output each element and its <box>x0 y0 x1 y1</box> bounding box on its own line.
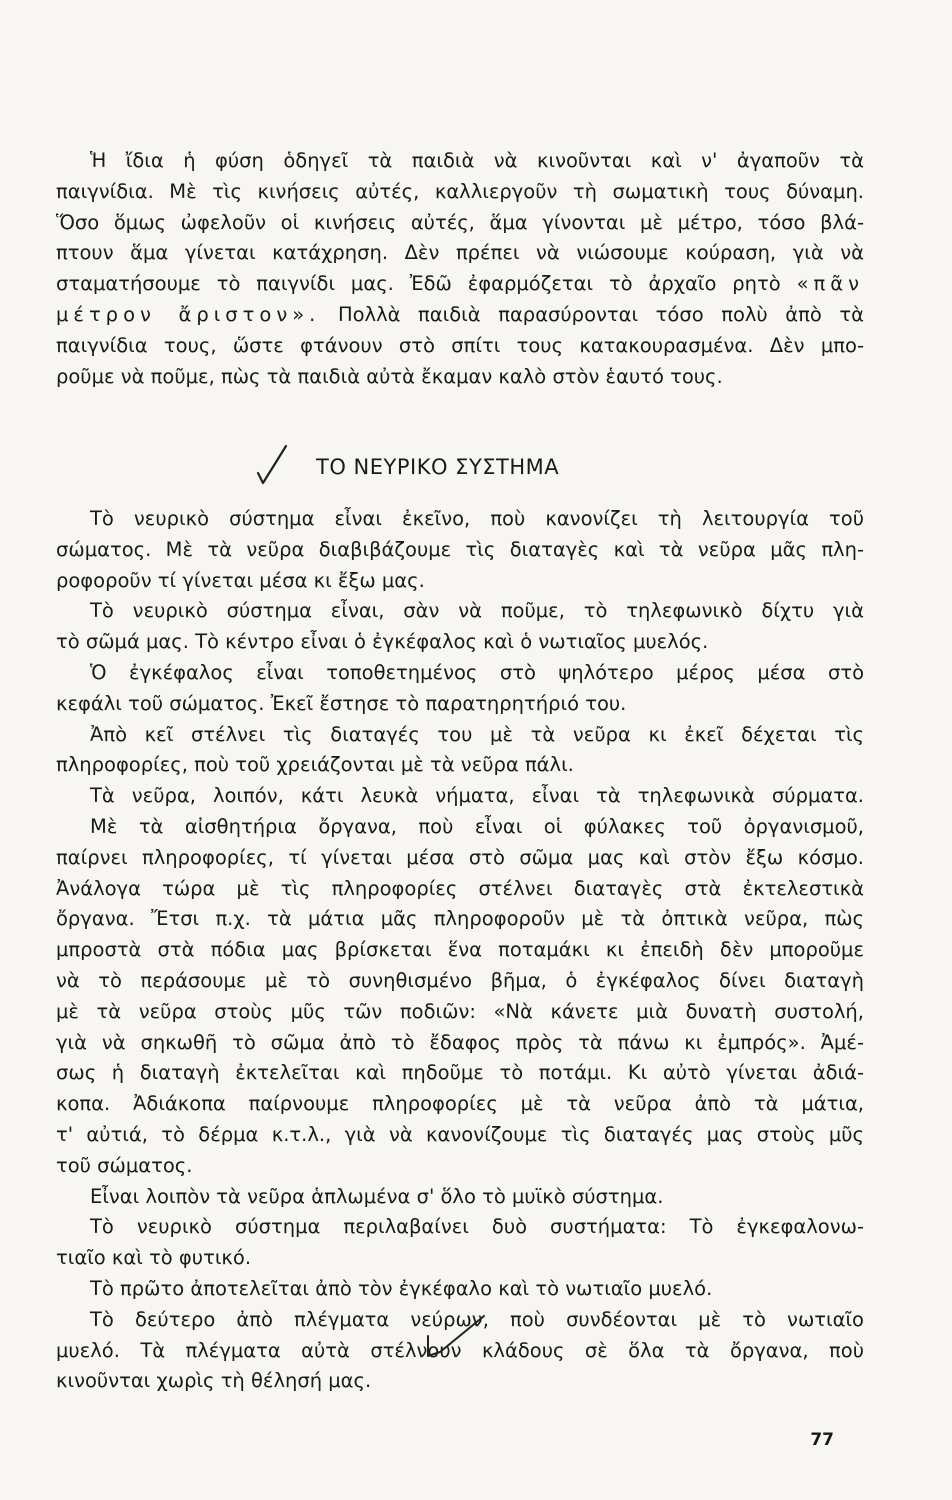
text-line: παίρνει πληροφορίες, τί γίνεται μέσα στὸ σῶμα μας καὶ στὸν ἔξω κόσμο. <box>56 845 864 869</box>
text-line: κοπα. Ἀδιάκοπα παίρνουμε πληροφορίες μὲ τὰ νεῦρα ἀπὸ τὰ μάτια, <box>56 1092 864 1116</box>
body-text <box>56 504 864 1397</box>
spaced-quote: «πᾶν <box>796 272 864 296</box>
text-line: Τὸ πρῶτο ἀποτελεῖται ἀπὸ τὸν ἐγκέφαλο καὶ τὸ νωτιαῖο μυελό. <box>90 1276 713 1300</box>
text-line: μυελό. Τὰ πλέγματα αὐτὰ στέλνουν κλάδους σὲ ὅλα τὰ ὄργανα, ποὺ <box>56 1338 864 1362</box>
text-line: γιὰ νὰ σηκωθῆ τὸ σῶμα ἀπὸ τὸ ἔδαφος πρὸς τὰ πάνω κι ἐμπρός». Ἀμέ- <box>56 1030 864 1054</box>
text-line: μὲ τὰ νεῦρα στοὺς μῦς τῶν ποδιῶν: «Νὰ κάνετε μιὰ δυνατὴ συστολή, <box>56 999 864 1023</box>
text-line: τ' αὐτιά, τὸ δέρμα κ.τ.λ., γιὰ νὰ κανονίζουμε τὶς διαταγές μας στοὺς μῦς <box>56 1122 864 1146</box>
text-line: ὄργανα. Ἔτσι π.χ. τὰ μάτια μᾶς πληροφοροῦν μὲ τὰ ὀπτικὰ νεῦρα, πὼς <box>56 907 864 931</box>
text-line: Ἀνάλογα τώρα μὲ τὶς πληροφορίες στέλνει διαταγὲς στὰ ἐκτελεστικὰ <box>56 876 864 900</box>
text-line: σώματος. Μὲ τὰ νεῦρα διαβιβάζουμε τὶς διαταγὲς καὶ τὰ νεῦρα μᾶς πλη- <box>56 537 864 561</box>
text-line: Τὸ νευρικὸ σύστημα εἶναι, σὰν νὰ ποῦμε, τὸ τηλεφωνικὸ δίχτυ γιὰ <box>90 599 864 623</box>
text-line: Ὅσο ὅμως ὠφελοῦν οἱ κινήσεις αὐτές, ἅμα γίνονται μὲ μέτρο, τόσο βλά- <box>56 210 864 234</box>
spaced-quote: μέτρον ἄριστον». <box>56 302 321 326</box>
text-line: πτουν ἅμα γίνεται κατάχρηση. Δὲν πρέπει νὰ νιώσουμε κούραση, γιὰ νὰ <box>56 241 864 265</box>
check-mark-icon <box>420 1310 492 1368</box>
text-line: κεφάλι τοῦ σώματος. Ἐκεῖ ἔστησε τὸ παρατηρητήριό του. <box>56 691 627 715</box>
text-segment: σταματήσουμε τὸ παιγνίδι μας. Ἐδῶ ἐφαρμόζεται τὸ ἀρχαῖο ρητὸ <box>56 272 797 296</box>
text-line: παιγνίδια. Μὲ τὶς κινήσεις αὐτές, καλλιεργοῦν τὴ σωματικὴ τους δύναμη. <box>56 179 864 203</box>
text-line: Τὰ νεῦρα, λοιπόν, κάτι λευκὰ νήματα, εἶναι τὰ τηλεφωνικὰ σύρματα. <box>90 784 864 808</box>
text-line: σως ἡ διαταγὴ ἐκτελεῖται καὶ πηδοῦμε τὸ ποτάμι. Κι αὐτὸ γίνεται ἀδιά- <box>56 1061 864 1085</box>
text-line: μπροστὰ στὰ πόδια μας βρίσκεται ἕνα ποταμάκι κι ἐπειδὴ δὲν μποροῦμε <box>56 938 864 962</box>
text-line: πληροφορίες, ποὺ τοῦ χρειάζονται μὲ τὰ νεῦρα πάλι. <box>56 753 574 777</box>
text-line: Ἡ ἴδια ἡ φύση ὁδηγεῖ τὰ παιδιὰ νὰ κινοῦνται καὶ ν' ἀγαποῦν τὰ <box>90 149 864 172</box>
text-line: τιαῖο καὶ τὸ φυτικό. <box>56 1246 252 1270</box>
text-line: Τὸ νευρικὸ σύστημα περιλαβαίνει δυὸ συστήματα: Τὸ ἐγκεφαλονω- <box>90 1215 864 1239</box>
text-line: νὰ τὸ περάσουμε μὲ τὸ συνηθισμένο βῆμα, ὁ ἐγκέφαλος δίνει διαταγὴ <box>56 968 864 992</box>
text-line: ροῦμε νὰ ποῦμε, πὼς τὰ παιδιὰ αὐτὰ ἔκαμαν καλὸ στὸν ἑαυτό τους. <box>56 364 723 388</box>
text-line: Εἶναι λοιπὸν τὰ νεῦρα ἁπλωμένα σ' ὅλο τὸ μυϊκὸ σύστημα. <box>90 1184 664 1208</box>
text-line: τοῦ σώματος. <box>56 1153 193 1177</box>
text-line: κινοῦνται χωρὶς τὴ θέλησή μας. <box>56 1369 372 1393</box>
text-line: Μὲ τὰ αἰσθητήρια ὄργανα, ποὺ εἶναι οἱ φύλακες τοῦ ὀργανισμοῦ, <box>90 814 864 838</box>
page-number: 77 <box>810 1430 834 1450</box>
section-heading: ΤΟ ΝΕΥΡΙΚΟ ΣΥΣΤΗΜΑ <box>316 455 560 479</box>
text-line: Ἀπὸ κεῖ στέλνει τὶς διαταγές του μὲ τὰ νεῦρα κι ἐκεῖ δέχεται τὶς <box>90 722 864 746</box>
text-line: τὸ σῶμά μας. Τὸ κέντρο εἶναι ὁ ἐγκέφαλος καὶ ὁ νωτιαῖος μυελός. <box>56 630 709 654</box>
text-line <box>56 300 864 331</box>
text-line <box>56 269 864 300</box>
text-line: Τὸ νευρικὸ σύστημα εἶναι ἐκεῖνο, ποὺ κανονίζει τὴ λειτουργία τοῦ <box>90 507 864 530</box>
text-line: ροφοροῦν τί γίνεται μέσα κι ἔξω μας. <box>56 568 425 592</box>
text-segment: Πολλὰ παιδιὰ παρασύρονται τόσο πολὺ ἀπὸ τὰ <box>320 302 864 326</box>
text-line: Ὁ ἐγκέφαλος εἶναι τοποθετημένος στὸ ψηλότερο μέρος μέσα στὸ <box>90 660 864 684</box>
text-line: παιγνίδια τους, ὥστε φτάνουν στὸ σπίτι τους κατακουρασμένα. Δὲν μπο- <box>56 333 864 357</box>
check-mark-icon <box>252 440 292 490</box>
text-line: Τὸ δεύτερο ἀπὸ πλέγματα νεύρων, ποὺ συνδέονται μὲ τὸ νωτιαῖο <box>90 1307 864 1331</box>
intro-paragraph <box>56 146 864 392</box>
